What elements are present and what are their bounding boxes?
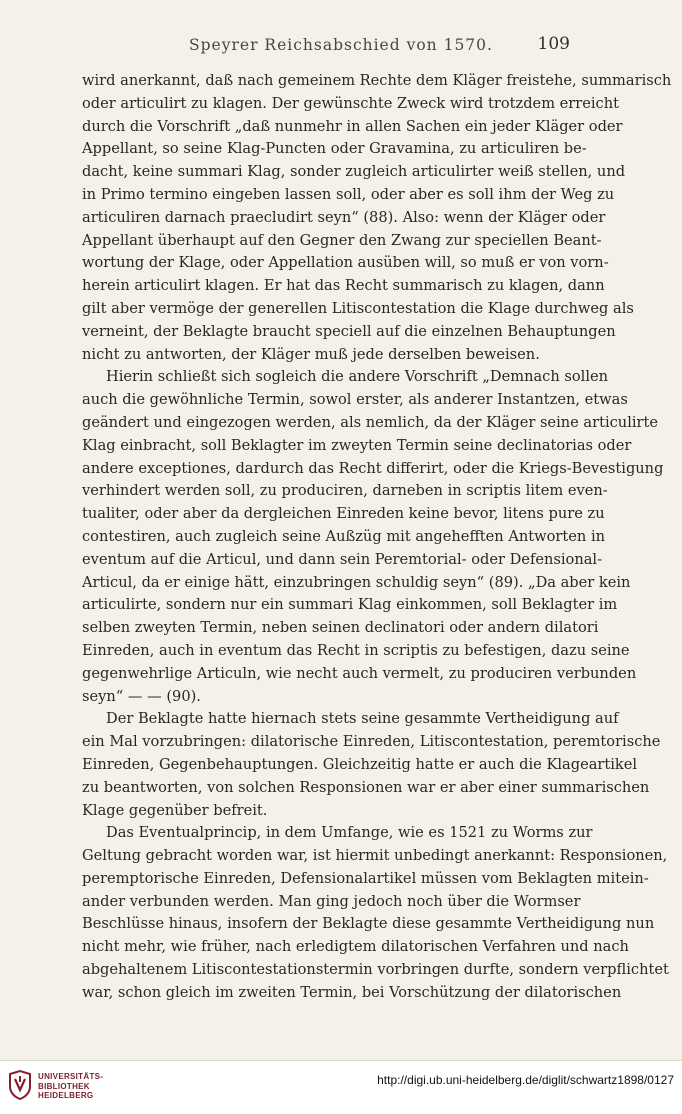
text-line: Klag einbracht, soll Beklagter im zweyten Termin seine declinatorias oder (82, 436, 632, 454)
text-line: dacht, keine summari Klag, sonder zugleich articulirter weiß stellen, und (82, 163, 626, 181)
body-text (82, 70, 672, 1005)
text-line: nicht zu antworten, der Kläger muß jede derselben beweisen. (82, 345, 540, 363)
text-line: tualiter, oder aber da dergleichen Einreden keine bevor, litens pure zu (82, 505, 605, 523)
text-line: oder articulirt zu klagen. Der gewünschte Zweck wird trotzdem erreicht (82, 94, 619, 112)
text-line: zu beantworten, von solchen Responsionen war er aber einer summarischen (82, 778, 650, 796)
running-title: Speyrer Reichsabschied von 1570. (189, 36, 493, 54)
text-line: Der Beklagte hatte hiernach stets seine gesammte Vertheidigung auf (106, 710, 619, 728)
text-line: ein Mal vorzubringen: dilatorische Einreden, Litiscontestation, peremtorische (82, 733, 661, 751)
page-number: 109 (537, 34, 570, 54)
text-line: auch die gewöhnliche Termin, sowol erster, als anderer Instantzen, etwas (82, 391, 628, 409)
text-line: gilt aber vermöge der generellen Litiscontestation die Klage durchweg als (82, 299, 634, 317)
text-line: Das Eventualprincip, in dem Umfange, wie es 1521 zu Worms zur (106, 824, 593, 842)
text-line: war, schon gleich im zweiten Termin, bei Vorschützung der dilatorischen (82, 983, 622, 1001)
text-line: andere exceptiones, dardurch das Recht differirt, oder die Kriegs-Bevestigung (82, 459, 664, 477)
footer-divider (0, 1060, 682, 1061)
text-line: contestiren, auch zugleich seine Außzüg mit angehefften Antworten in (82, 527, 606, 545)
institution-name (38, 1072, 103, 1101)
text-line: peremptorische Einreden, Defensionalartikel müssen vom Beklagten mitein- (82, 869, 649, 887)
text-line: Einreden, Gegenbehauptungen. Gleichzeitig hatte er auch die Klageartikel (82, 755, 638, 773)
text-line: Hierin schließt sich sogleich die andere Vorschrift „Demnach sollen (106, 368, 609, 386)
institution-line: UNIVERSITÄTS- (38, 1072, 104, 1081)
library-logo-icon (8, 1070, 32, 1100)
text-line: geändert und eingezogen werden, als nemlich, da der Kläger seine articulirte (82, 413, 659, 431)
text-line: gegenwehrlige Articuln, wie necht auch vermelt, zu produciren verbunden (82, 664, 637, 682)
text-line: Klage gegenüber befreit. (82, 801, 268, 819)
text-line: Appellant, so seine Klag-Puncten oder Gravamina, zu articuliren be- (82, 140, 587, 158)
text-line: ander verbunden werden. Man ging jedoch noch über die Wormser (82, 892, 581, 910)
text-line: wird anerkannt, daß nach gemeinem Rechte dem Kläger freistehe, summarisch (82, 72, 672, 89)
text-line: articulirte, sondern nur ein summari Klag einkommen, soll Beklagter im (82, 596, 618, 614)
institution-line: HEIDELBERG (38, 1091, 94, 1100)
text-line: nicht mehr, wie früher, nach erledigtem dilatorischen Verfahren und nach (82, 938, 629, 956)
text-line: durch die Vorschrift „daß nunmehr in allen Sachen ein jeder Kläger oder (82, 117, 623, 135)
text-line: herein articulirt klagen. Er hat das Recht summarisch zu klagen, dann (82, 277, 605, 295)
text-line: eventum auf die Articul, und dann sein Peremtorial- oder Defensional- (82, 550, 603, 568)
text-line: articuliren darnach praecludirt seyn“ (88). Also: wenn der Kläger oder (82, 208, 606, 226)
text-line: Beschlüsse hinaus, insofern der Beklagte diese gesammte Vertheidigung nun (82, 915, 655, 933)
text-line: Appellant überhaupt auf den Gegner den Zwang zur speciellen Beant- (82, 231, 602, 249)
text-line: selben zweyten Termin, neben seinen declinatori oder andern dilatori (82, 619, 599, 637)
text-line: Einreden, auch in eventum das Recht in scriptis zu befestigen, dazu seine (82, 641, 630, 659)
text-line: Articul, da er einige hätt, einzubringen schuldig seyn“ (89). „Da aber kein (82, 573, 631, 591)
institution-line: BIBLIOTHEK (38, 1081, 90, 1091)
source-url-link[interactable]: http://digi.ub.uni-heidelberg.de/diglit/schwartz1898/0127 (377, 1073, 674, 1087)
text-line: verhindert werden soll, zu produciren, darneben in scriptis litem even- (82, 482, 608, 500)
text-line: Geltung gebracht worden war, ist hiermit unbedingt anerkannt: Responsionen, (82, 847, 668, 865)
text-line: wortung der Klage, oder Appellation ausüben will, so muß er von vorn- (82, 254, 609, 272)
text-line: abgehaltenem Litiscontestationstermin vorbringen durfte, sondern verpflichtet (82, 961, 669, 979)
footer-bar (0, 1060, 682, 1114)
text-line: in Primo termino eingeben lassen soll, oder aber es soll ihm der Weg zu (82, 185, 615, 203)
text-line: seyn“ — — (90). (82, 687, 201, 705)
text-line: verneint, der Beklagte braucht speciell auf die einzelnen Behauptungen (82, 322, 616, 340)
